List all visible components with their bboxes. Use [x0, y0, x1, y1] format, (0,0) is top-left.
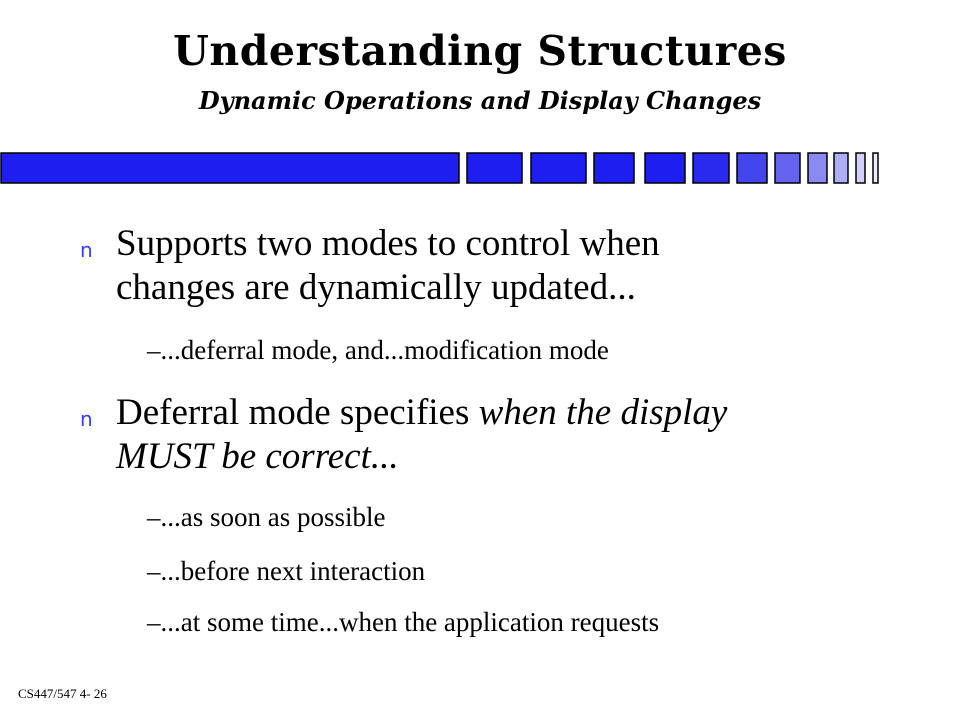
bullet-text-italic: when the display: [478, 392, 728, 433]
sub-bullet: –...before next interaction: [147, 556, 426, 586]
bar-segment: [693, 153, 729, 183]
bar-segment: [856, 153, 865, 183]
bullet-item: [80, 222, 916, 310]
bullet-item: [80, 391, 916, 479]
bar-segment: [737, 153, 767, 183]
slide-subtitle: Dynamic Operations and Display Changes: [198, 86, 762, 115]
bar-segment: [775, 153, 800, 183]
bar-segment: [1, 153, 459, 183]
sub-bullet: –...at some time...when the application requests: [147, 607, 660, 637]
bar-segment: [531, 153, 586, 183]
bullet-text-plain: Deferral mode specifies: [116, 392, 479, 433]
slide-title: Understanding Structures: [173, 27, 787, 75]
bar-segment: [808, 153, 827, 183]
bar-segment: [594, 153, 634, 183]
bar-segment: [834, 153, 848, 183]
bar-segment: [467, 153, 522, 183]
bullet-marker: n: [80, 407, 93, 431]
bullet-text-line: MUST be correct...: [116, 436, 399, 477]
bullet-text-line: changes are dynamically updated...: [116, 267, 636, 308]
sub-bullet: –...deferral mode, and...modification mode: [147, 335, 609, 365]
decorative-bar: [0, 150, 890, 186]
bar-segment: [645, 153, 685, 183]
bar-segment: [873, 153, 878, 183]
bullet-text-line: [116, 391, 916, 435]
sub-bullet: –...as soon as possible: [147, 502, 386, 532]
bullet-text-line: Supports two modes to control when: [116, 223, 660, 264]
bullet-marker: n: [80, 238, 93, 262]
footer-slide-number: CS447/547 4- 26: [18, 686, 107, 701]
